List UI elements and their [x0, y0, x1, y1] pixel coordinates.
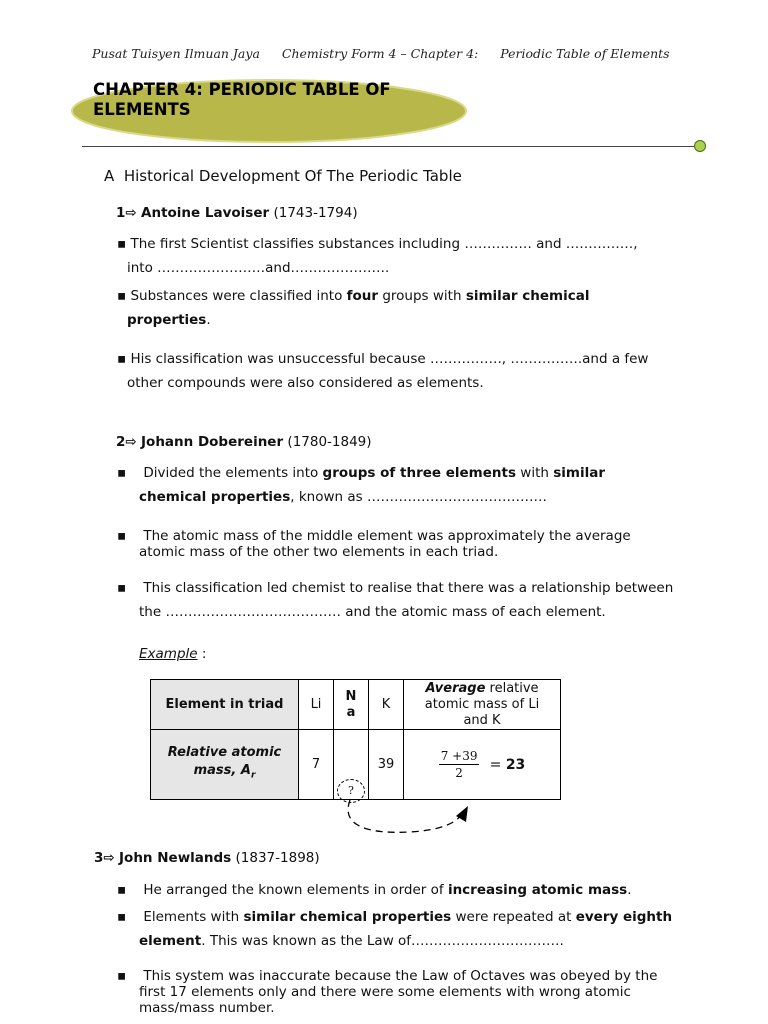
header-centre: Pusat Tuisyen Ilmuan Jaya [92, 46, 260, 61]
header-topic: Periodic Table of Elements [500, 46, 670, 61]
fraction: $\frac{7 +39}{2}$ [440, 749, 478, 780]
example-label: Example : [139, 646, 207, 662]
bullet-dobereiner-1: ▪ Divided the elements into groups of three elements with similar chemical properties, known as …………………………………. [117, 465, 605, 505]
rule-end-dot [694, 140, 706, 152]
cell-na: N a [334, 680, 369, 730]
cell-li: Li [299, 680, 334, 730]
subheading-dobereiner: 2⇨ Johann Dobereiner (1780-1849) [116, 434, 372, 450]
bullet-newlands-3: ▪ This system was inaccurate because the Law of Octaves was obeyed by the first 17 elements only and there were some elements with wrong atomic mass/mass number. [117, 968, 658, 1016]
cell-header-mass: Relative atomic mass, $A_r$ [151, 730, 299, 800]
bullet-lavoisier-3: ▪ His classification was unsuccessful because ……………., …………….and a few other compounds were also considered as elements. [117, 351, 649, 391]
section-title: Historical Development Of The Periodic Table [123, 167, 462, 185]
cell-li-mass: 7 [299, 730, 334, 800]
arrow-icon: ⇨ [103, 850, 115, 866]
dashed-curve-arrow [330, 772, 480, 842]
bullet-dobereiner-3: ▪ This classification led chemist to realise that there was a relationship between the ………………………………… and the atomic mass of each element. [117, 580, 674, 620]
bullet-newlands-2: ▪ Elements with similar chemical properties were repeated at every eighth element. This was known as the Law of……………………………. [117, 909, 673, 949]
bullet-lavoisier-1: ▪ The first Scientist classifies substances including …………… and ……………, into ……………………and…………………. [117, 236, 638, 276]
unknown-circle: ? [337, 779, 365, 803]
running-header [92, 46, 688, 61]
section-heading [104, 167, 462, 185]
cell-k: K [369, 680, 404, 730]
subheading-newlands: 3⇨ John Newlands (1837-1898) [94, 850, 320, 866]
subheading-lavoisier: 1⇨ Antoine Lavoiser (1743-1794) [116, 205, 358, 221]
cell-header-element: Element in triad [151, 680, 299, 730]
cell-average-header: Average relative atomic mass of Li and K [404, 680, 561, 730]
arrow-icon: ⇨ [125, 205, 137, 221]
arrow-icon: ⇨ [125, 434, 137, 450]
cell-k-mass: 39 [369, 730, 404, 800]
chapter-title: CHAPTER 4: PERIODIC TABLE OF ELEMENTS [93, 80, 391, 119]
section-letter: A [104, 167, 115, 185]
bullet-lavoisier-2: ▪ Substances were classified into four groups with similar chemical properties. [117, 288, 590, 328]
header-course: Chemistry Form 4 – Chapter 4: [281, 46, 479, 61]
cell-average-calc: $\frac{7 +39}{2}$ = 23 [404, 730, 561, 800]
bullet-dobereiner-2: ▪ The atomic mass of the middle element was approximately the average atomic mass of the other two elements in each triad. [117, 528, 631, 560]
bullet-newlands-1: ▪ He arranged the known elements in order of increasing atomic mass. [117, 882, 632, 898]
title-rule [82, 146, 696, 147]
